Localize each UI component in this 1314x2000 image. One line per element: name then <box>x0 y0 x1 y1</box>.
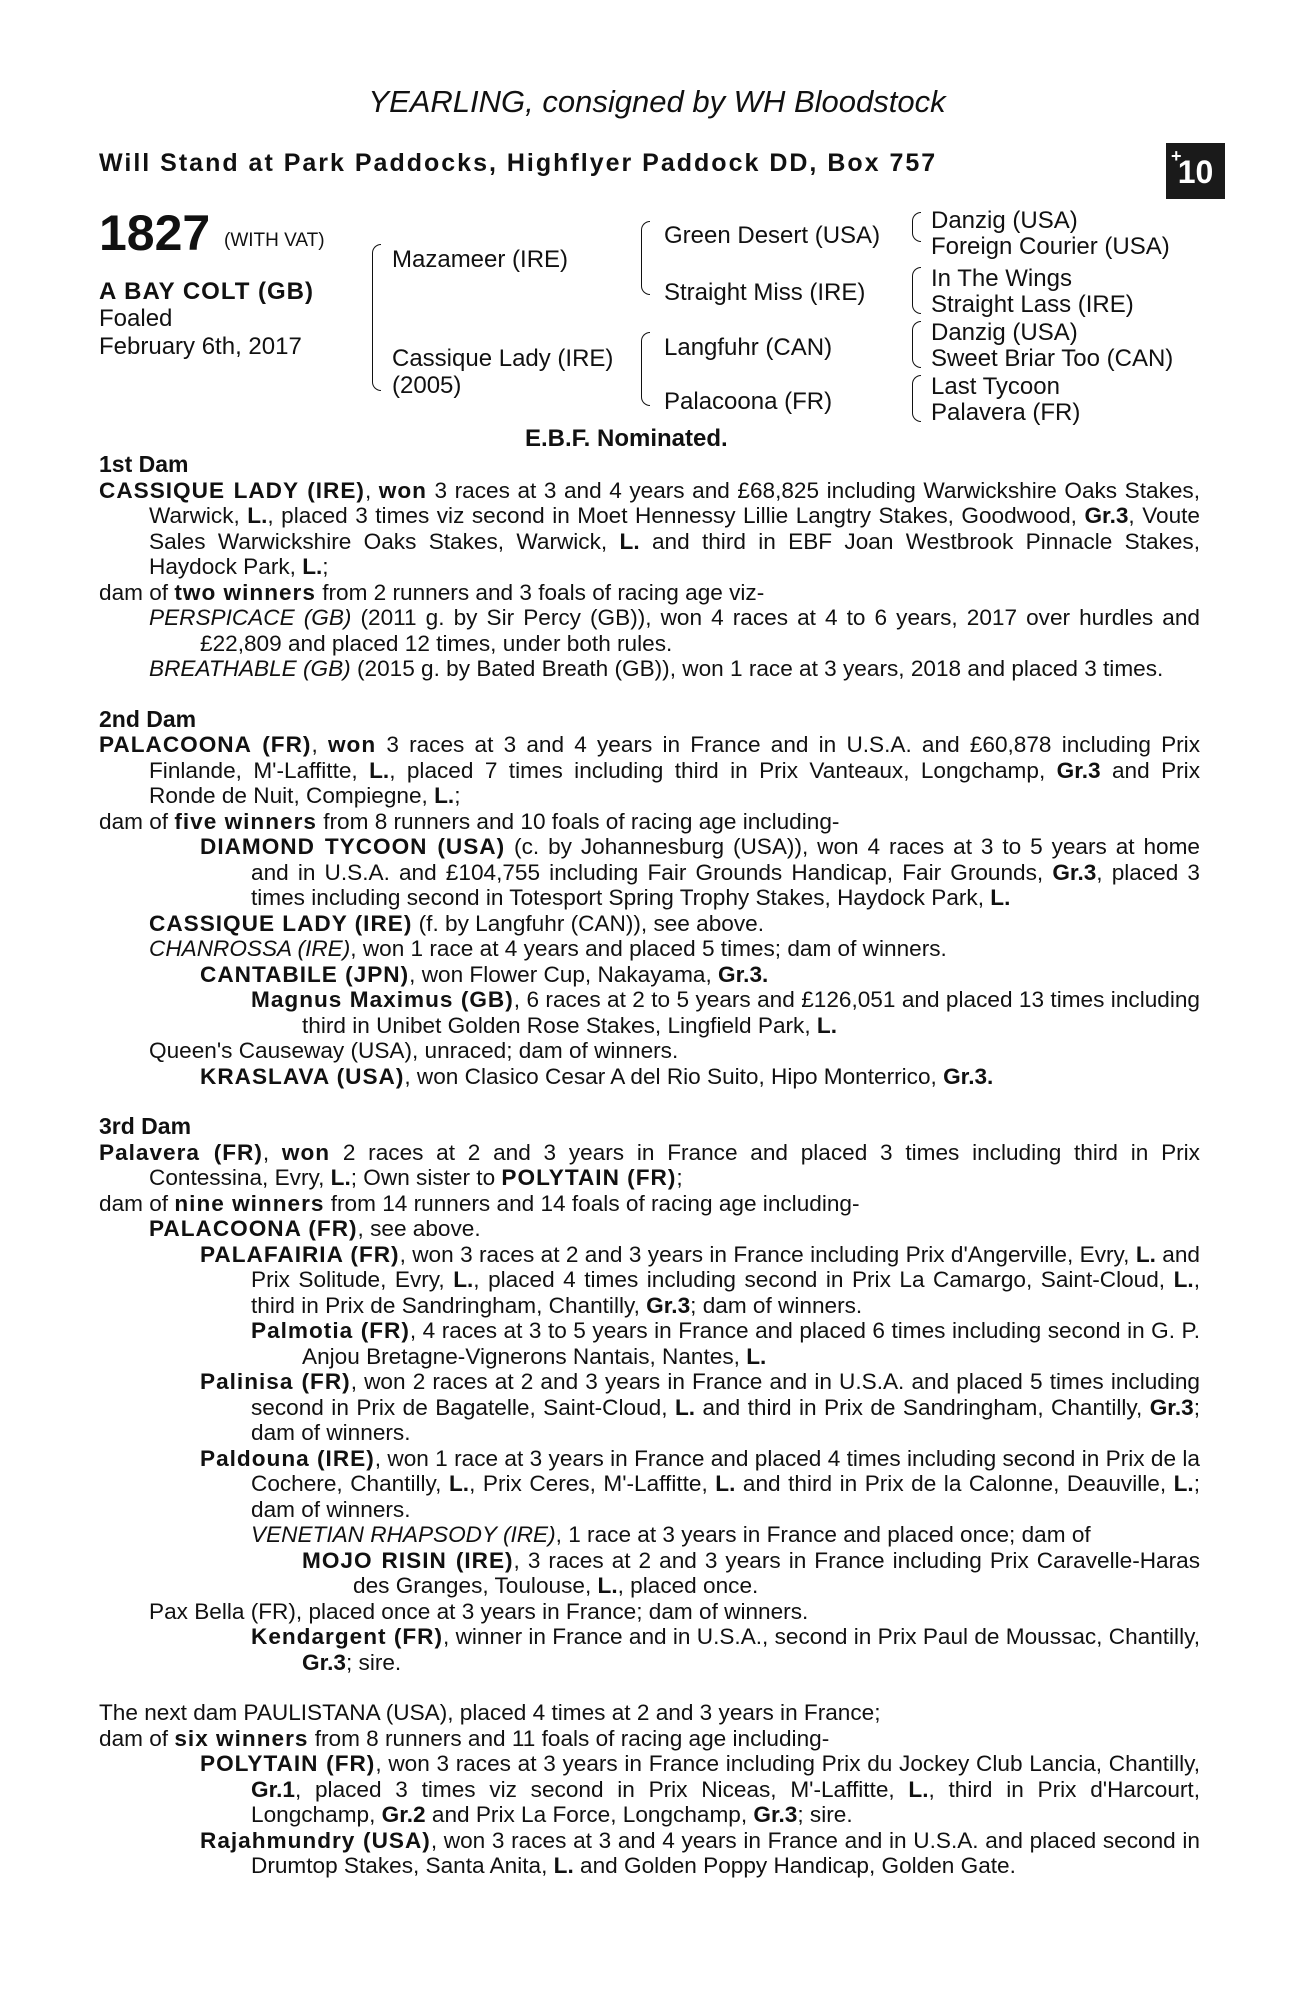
produce-kendargent: Kendargent (FR), winner in France and in U.S.A., second in Prix Paul de Moussac, Chantilly, Gr.3; sire. <box>251 1624 1200 1675</box>
second-dam-heading: 2nd Dam <box>99 705 197 732</box>
pedigree-dam-sire: Langfuhr (CAN) <box>664 334 833 361</box>
premium-badge <box>1166 143 1225 199</box>
pedigree-dsd: Sweet Briar Too (CAN) <box>931 345 1174 372</box>
vat-note: (WITH VAT) <box>224 230 325 251</box>
foaled-label: Foaled <box>99 305 173 332</box>
lot-number: 1827 <box>99 205 211 261</box>
third-dam-heading: 3rd Dam <box>99 1113 192 1139</box>
first-dam-name: CASSIQUE LADY (IRE) <box>99 477 365 503</box>
pedigree-bracket-main <box>372 244 381 391</box>
first-dam-entry: CASSIQUE LADY (IRE), won 3 races at 3 and 4 years and £68,825 including Warwickshire Oaks Stakes, Warwick, L., placed 3 times viz second in Moet Hennessy Lillie Langtry Stakes, Goodwood, Gr.3, Voute Sales Warwickshire Oaks Stakes, Warwick, L. and third in EBF Joan Westbrook Pinnacle Stakes, Haydock Park, L.; <box>99 477 1201 579</box>
pedigree-dss: Danzig (USA) <box>931 319 1078 346</box>
pedigree-sss: Danzig (USA) <box>931 207 1078 234</box>
badge-number: 10 <box>1177 154 1214 190</box>
foaled-info <box>99 305 302 361</box>
next-dam-produce-summary: dam of six winners from 8 runners and 11 foals of racing age including- <box>99 1725 830 1751</box>
catalogue-body <box>99 452 1200 1879</box>
produce-chanrossa: CHANROSSA (IRE), won 1 race at 4 years and placed 5 times; dam of winners. <box>149 936 947 961</box>
pedigree-dam-year: (2005) <box>392 372 462 399</box>
produce-queens-causeway: Queen's Causeway (USA), unraced; dam of winners. <box>149 1038 679 1063</box>
first-dam-heading: 1st Dam <box>99 451 189 477</box>
second-dam-produce-summary: dam of five winners from 8 runners and 10 foals of racing age including- <box>99 808 840 834</box>
produce-rajahmundry: Rajahmundry (USA), won 3 races at 3 and 4 years in France and in U.S.A. and placed second in Drumtop Stakes, Santa Anita, L. and Golden Poppy Handicap, Golden Gate. <box>200 1827 1200 1878</box>
pedigree-sire-dam: Straight Miss (IRE) <box>664 279 866 306</box>
first-dam-produce-summary: dam of two winners from 2 runners and 3 foals of racing age viz- <box>99 579 765 605</box>
pedigree-sdd: Straight Lass (IRE) <box>931 291 1134 318</box>
produce-palinisa: Palinisa (FR), won 2 races at 2 and 3 years in France and in U.S.A. and placed 5 times including second in Prix de Bagatelle, Saint-Cloud, L. and third in Prix de Sandringham, Chantilly, Gr.3; dam of winners. <box>200 1369 1200 1445</box>
pedigree-bracket-sd <box>912 267 921 314</box>
stand-location: Will Stand at Park Paddocks, Highflyer Paddock DD, Box 757 <box>99 149 938 177</box>
pedigree-sire-sire: Green Desert (USA) <box>664 222 881 249</box>
third-dam-entry: Palavera (FR), won 2 races at 2 and 3 years in France and placed 3 times including third in Prix Contessina, Evry, L.; Own sister to POLYTAIN (FR); <box>99 1139 1200 1190</box>
badge-plus: + <box>1171 146 1182 166</box>
second-dam-entry: PALACOONA (FR), won 3 races at 3 and 4 years in France and in U.S.A. and £60,878 including Prix Finlande, M'-Laffitte, L., placed 7 times including third in Prix Vanteaux, Longchamp, Gr.3 and Prix Ronde de Nuit, Compiegne, L.; <box>99 732 1200 808</box>
next-dam-entry: The next dam PAULISTANA (USA), placed 4 times at 2 and 3 years in France; <box>99 1700 881 1725</box>
lot-title: A BAY COLT (GB) <box>99 278 315 305</box>
pedigree-dds: Last Tycoon <box>931 373 1060 400</box>
produce-palmotia: Palmotia (FR), 4 races at 3 to 5 years in France and placed 6 times including second in G. P. Anjou Bretagne-Vignerons Nantais, Nantes, L. <box>251 1318 1200 1369</box>
produce-magnus-maximus: Magnus Maximus (GB), 6 races at 2 to 5 years and £126,051 and placed 13 times including third in Unibet Golden Rose Stakes, Lingfield Park, L. <box>251 987 1200 1038</box>
foaled-date: February 6th, 2017 <box>99 333 302 360</box>
pedigree-sds: In The Wings <box>931 265 1072 292</box>
third-dam-produce-summary: dam of nine winners from 14 runners and 14 foals of racing age including- <box>99 1190 860 1216</box>
produce-pax-bella: Pax Bella (FR), placed once at 3 years in France; dam of winners. <box>149 1598 809 1624</box>
produce-palafairia: PALAFAIRIA (FR), won 3 races at 2 and 3 years in France including Prix d'Angerville, Evry, L. and Prix Solitude, Evry, L., placed 4 times including second in Prix La Camargo, Saint-Cloud, L., third in Prix de Sandringham, Chantilly, Gr.3; dam of winners. <box>200 1241 1200 1318</box>
produce-polytain: POLYTAIN (FR), won 3 races at 3 years in France including Prix du Jockey Club Lancia, Chantilly, Gr.1, placed 3 times viz second in Prix Niceas, M'-Laffitte, L., third in Prix d'Harcourt, Longchamp, Gr.2 and Prix La Force, Longchamp, Gr.3; sire. <box>200 1751 1200 1827</box>
produce-paldouna: Paldouna (IRE), won 1 race at 3 years in France and placed 4 times including second in Prix de la Cochere, Chantilly, L., Prix Ceres, M'-Laffitte, L. and third in Prix de la Calonne, Deauville, L.; dam of winners. <box>200 1445 1200 1522</box>
produce-mojo-risin: MOJO RISIN (IRE), 3 races at 2 and 3 years in France including Prix Caravelle-Haras des Granges, Toulouse, L., placed once. <box>302 1547 1200 1598</box>
produce-perspicace: PERSPICACE (GB) (2011 g. by Sir Percy (GB)), won 4 races at 4 to 6 years, 2017 over hurdles and £22,809 and placed 12 times, under both rules. <box>149 605 1200 656</box>
pedigree-bracket-sire <box>641 221 650 295</box>
pedigree-bracket-dd <box>912 375 921 422</box>
pedigree-bracket-ds <box>912 321 921 368</box>
pedigree-ssd: Foreign Courier (USA) <box>931 233 1170 260</box>
produce-cantabile: CANTABILE (JPN), won Flower Cup, Nakayama, Gr.3. <box>200 961 769 987</box>
page-header: YEARLING, consigned by WH Bloodstock <box>368 84 946 119</box>
produce-venetian-rhapsody: VENETIAN RHAPSODY (IRE), 1 race at 3 years in France and placed once; dam of <box>251 1522 1091 1547</box>
pedigree-bracket-ss <box>912 212 921 242</box>
pedigree-ddd: Palavera (FR) <box>931 399 1081 426</box>
pedigree-sire: Mazameer (IRE) <box>392 246 569 273</box>
produce-diamond-tycoon: DIAMOND TYCOON (USA) (c. by Johannesburg (USA)), won 4 races at 3 to 5 years at home and in U.S.A. and £104,755 including Fair Grounds Handicap, Fair Grounds, Gr.3, placed 3 times including second in Totesport Spring Trophy Stakes, Haydock Park, L. <box>200 834 1200 910</box>
produce-palacoona: PALACOONA (FR), see above. <box>149 1216 481 1241</box>
pedigree-dam-dam: Palacoona (FR) <box>664 388 833 415</box>
pedigree-dam: Cassique Lady (IRE) <box>392 345 614 372</box>
produce-kraslava: KRASLAVA (USA), won Clasico Cesar A del Rio Suito, Hipo Monterrico, Gr.3. <box>200 1063 994 1089</box>
ebf-nominated: E.B.F. Nominated. <box>525 425 728 452</box>
pedigree-bracket-dam <box>641 332 650 406</box>
produce-cassique-lady: CASSIQUE LADY (IRE) (f. by Langfuhr (CAN)), see above. <box>149 910 764 936</box>
produce-breathable: BREATHABLE (GB) (2015 g. by Bated Breath (GB)), won 1 race at 3 years, 2018 and placed 3 times. <box>149 656 1164 681</box>
